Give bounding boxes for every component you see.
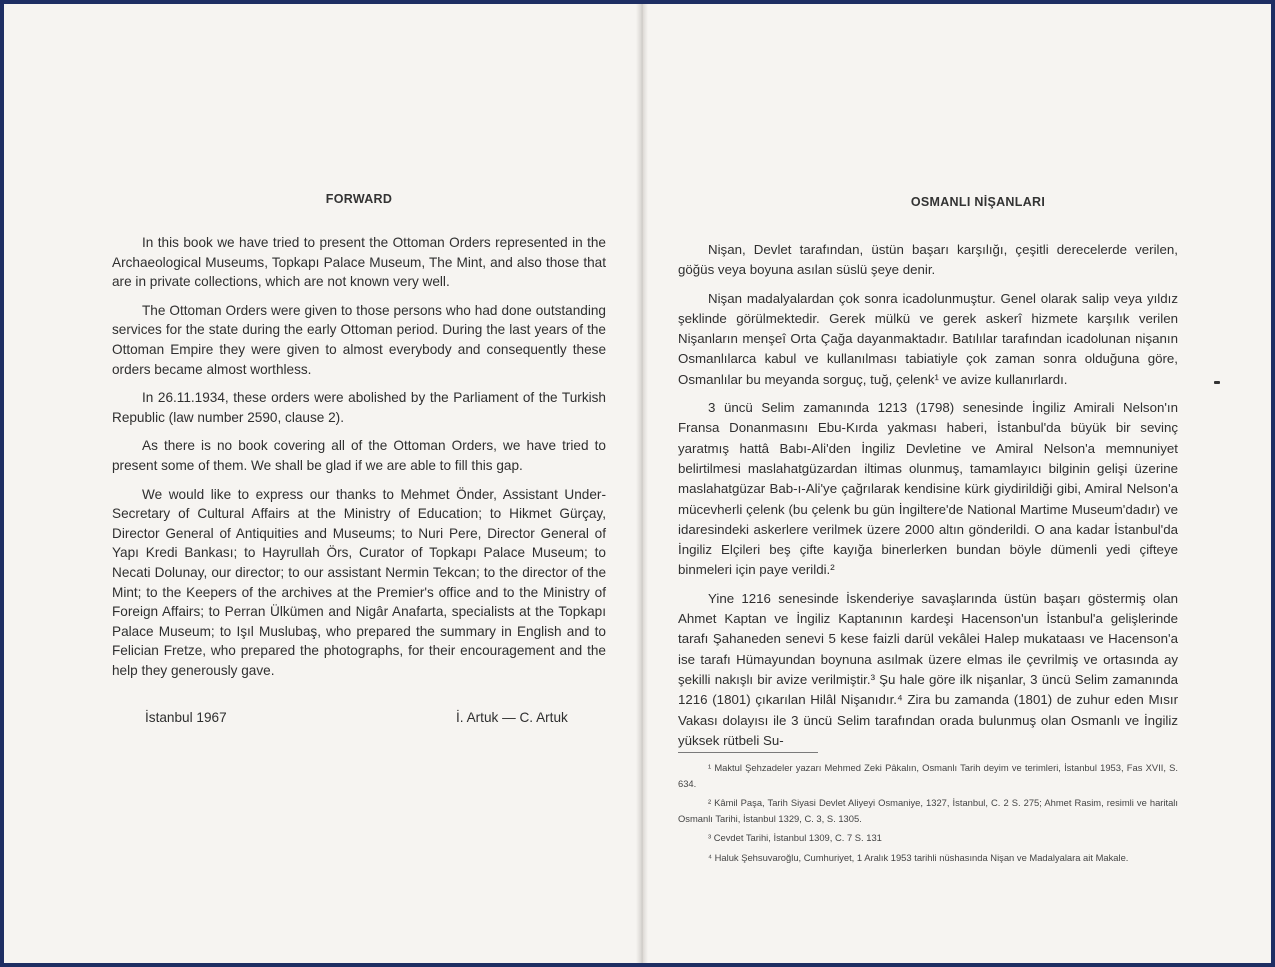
book-spread <box>4 4 1271 963</box>
paragraph: Nişan madalyalardan çok sonra icadolunmuştur. Genel olarak salip veya yıldız şeklinde görülmektedir. Gerek mülkü ve gerek askerî hizmete karşılık verilen Nişanların menşeî Orta Çağa dayanmaktadır. Batılılar tarafından icadolunan nişanın Osmanlılarca kabul ve kullanılması tabiatiyle çok zaman sonra olduğuna göre, Osmanlılar bu meyanda sorguç, tuğ, çelenk¹ ve avize kullanırlardı. <box>678 290 1178 387</box>
page-title: OSMANLI NİŞANLARI <box>910 195 1046 209</box>
right-page <box>648 4 1271 963</box>
book-gutter <box>636 4 648 963</box>
signature-authors: İ. Artuk — C. Artuk <box>456 710 568 725</box>
signature-city: İstanbul 1967 <box>145 710 227 725</box>
paragraph: We would like to express our thanks to Mehmet Önder, Assistant Under-Secretary of Cultural Affairs at the Ministry of Education; to Hikmet Gürçay, Director General of Antiquities and Museums; to Nuri Pere, Director General of Yapı Kredi Bankası; to Hayrullah Örs, Curator of Topkapı Palace Museum; to Necati Dolunay, our director; to our assistant Nermin Tekcan; to the director of the Mint; to the Keepers of the archives at the Premier's office and to the Ministry of Foreign Affairs; to Perran Ülkümen and Nigâr Anafarta, specialists at the Topkapı Palace Museum; to Işıl Muslubaş, who prepared the summary in English and to Felician Fretze, who prepared the photographs, for their encouragement and the help they generously gave. <box>112 486 606 678</box>
footnotes <box>678 760 1178 870</box>
footnote: ³ Cevdet Tarihi, İstanbul 1309, C. 7 S. 131 <box>708 832 882 844</box>
paragraph: Nişan, Devlet tarafından, üstün başarı karşılığı, çeşitli derecelerde verilen, göğüs veya boyuna asılan süslü şeye denir. <box>678 242 1178 278</box>
page-title: FORWARD <box>325 192 393 206</box>
footnote: ¹ Maktul Şehzadeler yazarı Mehmed Zeki Pâkalın, Osmanlı Tarih deyim ve terimleri, İstanbul 1953, Fas XVII, S. 634. <box>678 762 1178 789</box>
paragraph: Yine 1216 senesinde İskenderiye savaşlarında üstün başarı göstermiş olan Ahmet Kaptan ve İngiliz Kaptanının kardeşi Hacenson'un İstanbul'a gelişlerinde tarafı Şahaneden senevi 5 kese faizli darül vekâlei Halep mukataası ve Hacenson'a ise tarafı Hümayundan boynuna asılmak üzere elmas ile çevrilmiş ve ortasında ay şekilli nakışlı bir avize verilmiştir.³ Şu hale göre ilk nişanlar, 3 üncü Selim zamanında 1216 (1801) çıkarılan Hilâl Nişanıdır.⁴ Zira bu zamanda (1801) de zuhur eden Mısır Vakası dolayısı ile 3 üncü Selim tarafından orada bulunmuş olan Osmanlı ve İngiliz yüksek rütbeli Su- <box>678 590 1178 748</box>
paragraph: As there is no book covering all of the Ottoman Orders, we have tried to present some of them. We shall be glad if we are able to fill this gap. <box>112 438 606 473</box>
paragraph: The Ottoman Orders were given to those persons who had done outstanding services for the state during the early Ottoman period. During the last years of the Ottoman Empire they were given to almost everybody and consequently these orders became almost worthless. <box>112 302 606 377</box>
paragraph: In this book we have tried to present the Ottoman Orders represented in the Archaeological Museums, Topkapı Palace Museum, The Mint, and also those that are in private collections, which are not known very well. <box>112 235 606 290</box>
footnote: ⁴ Haluk Şehsuvaroğlu, Cumhuriyet, 1 Aralık 1953 tarihli nüshasında Nişan ve Madalyalara ait Makale. <box>708 851 1129 863</box>
chapter-body <box>678 240 1178 759</box>
footnote-divider <box>678 752 818 753</box>
paragraph: 3 üncü Selim zamanında 1213 (1798) senesinde İngiliz Amirali Nelson'ın Fransa Donanmasını Ebu-Kırda yakması haberi, İstanbul'da büyük bir sevinç yaratmış hattâ Babı-Ali'den İngiliz Devletine ve Amiral Nelson'a memnuniyet belirtilmesi maslahatgüzardan iltimas olunmuş, tamamlayıcı bilginin gelişi üzerine maslahatgüzar Bab-ı-Ali'ye çağrılarak kendisine kürk giydirildiği gibi, Amiral Nelson'a mücevherli çelenk (bu çelenk bu gün İngiltere'de National Martime Museum'dadır) ve idaresindeki askerlere verilmek üzere 2000 altın gönderildi. O ana kadar İstanbul'da İngiliz Elçileri beş çifte kayığa binerlerken bundan böyle dümenli yedi çifteye binmeleri için paye verildi.² <box>678 400 1178 578</box>
paragraph: In 26.11.1934, these orders were abolished by the Parliament of the Turkish Republic (law number 2590, clause 2). <box>112 390 606 425</box>
foreword-body <box>112 233 606 689</box>
footnote: ² Kâmil Paşa, Tarih Siyasi Devlet Aliyeyi Osmaniye, 1327, İstanbul, C. 2 S. 275; Ahmet Rasim, resimli ve haritalı Osmanlı Tarihi, İstanbul 1329, C. 3, S. 1305. <box>678 797 1178 824</box>
left-page <box>4 4 636 963</box>
margin-mark <box>1214 381 1220 384</box>
